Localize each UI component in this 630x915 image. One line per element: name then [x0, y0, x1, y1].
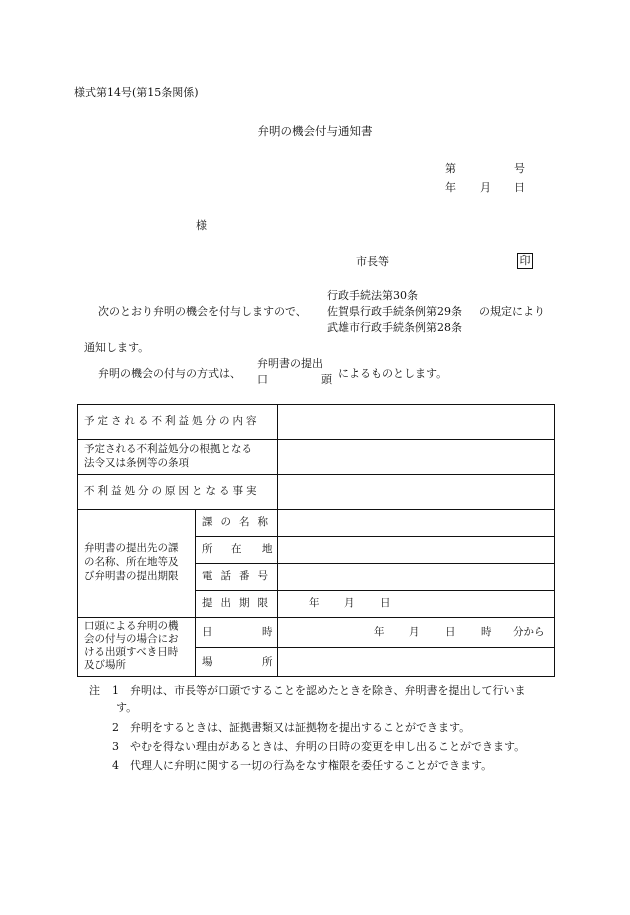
intro-closing: 通知します。 [84, 341, 150, 354]
seal-mark: 印 [517, 253, 533, 269]
col-divider [277, 509, 278, 676]
label-oral-head-2: 会の付与の場合にお [84, 633, 179, 645]
label-datetime-2: 時 [262, 626, 273, 638]
deadline-year: 年 [309, 597, 320, 609]
note-number-4: 4 [112, 759, 119, 772]
law-option-3: 武雄市行政手続条例第28条 [327, 321, 462, 334]
note-text-3: やむを得ない理由があるときは、弁明の日時の変更を申し出ることができます。 [130, 740, 526, 753]
doc-number-prefix: 第 [445, 162, 456, 175]
note-text-4: 代理人に弁明に関する一切の行為をなす権限を委任することができます。 [130, 759, 493, 772]
label-address-2: 在 [231, 543, 242, 555]
doc-number-suffix: 号 [514, 162, 525, 175]
oral-minute: 分から [513, 626, 545, 638]
method-lead: 弁明の機会の付与の方式は、 [98, 367, 241, 380]
oral-year: 年 [374, 626, 385, 638]
label-oral-head-4: 及び場所 [84, 659, 126, 671]
col-divider [277, 405, 278, 509]
label-address-1: 所 [202, 543, 213, 555]
label-cause-facts: 不利益処分の原因となる事実 [84, 485, 260, 497]
method-option-written: 弁明書の提出 [257, 357, 323, 370]
label-datetime-1: 日 [202, 626, 213, 638]
label-place-1: 場 [202, 656, 213, 668]
row-divider [78, 509, 554, 510]
form-number: 様式第14号(第15条関係) [74, 86, 199, 99]
label-submission-head-3: び弁明書の提出期限 [84, 570, 179, 582]
label-legal-basis-2: 法令又は条例等の条項 [84, 457, 189, 469]
method-option-oral-2: 頭 [321, 373, 332, 386]
addressee-suffix: 様 [196, 219, 207, 232]
row-divider [78, 439, 554, 440]
deadline-day: 日 [380, 597, 391, 609]
deadline-month: 月 [344, 597, 355, 609]
oral-month: 月 [409, 626, 420, 638]
intro-tail: の規定により [479, 305, 545, 318]
label-submission-head-1: 弁明書の提出先の課 [84, 542, 179, 554]
note-text-1-cont: す。 [116, 701, 138, 714]
label-deadline: 提出期限 [202, 597, 276, 609]
notes-label: 注 [89, 684, 100, 697]
label-place-2: 所 [262, 656, 273, 668]
label-legal-basis-1: 予定される不利益処分の根拠となる [84, 443, 252, 455]
label-section-name: 課の名称 [202, 516, 276, 528]
law-option-2: 佐賀県行政手続条例第29条 [327, 305, 462, 318]
label-planned-disposition: 予定される不利益処分の内容 [84, 415, 260, 427]
method-option-oral-1: 口 [257, 373, 268, 386]
label-address-3: 地 [262, 543, 273, 555]
oral-hour: 時 [481, 626, 492, 638]
col-divider [195, 509, 196, 676]
row-divider [78, 474, 554, 475]
document-title: 弁明の機会付与通知書 [257, 124, 373, 138]
date-day: 日 [514, 181, 525, 194]
sub-row-divider [195, 563, 554, 564]
sub-row-divider [195, 590, 554, 591]
note-number-1: 1 [112, 684, 119, 697]
label-phone: 電話番号 [202, 570, 276, 582]
row-divider [78, 617, 554, 618]
sub-row-divider [195, 647, 554, 648]
label-submission-head-2: の名称、所在地等及 [84, 556, 179, 568]
note-text-2: 弁明をするときは、証拠書類又は証拠物を提出することができます。 [130, 721, 471, 734]
notice-table [77, 404, 555, 677]
oral-day: 日 [445, 626, 456, 638]
note-number-2: 2 [112, 721, 119, 734]
date-year: 年 [445, 181, 456, 194]
method-tail: によるものとします。 [338, 367, 448, 380]
date-month: 月 [480, 181, 491, 194]
law-option-1: 行政手続法第30条 [327, 289, 418, 302]
intro-lead: 次のとおり弁明の機会を付与しますので、 [98, 305, 307, 318]
label-oral-head-1: 口頭による弁明の機 [84, 620, 179, 632]
note-text-1: 弁明は、市長等が口頭ですることを認めたときを除き、弁明書を提出して行いま [130, 684, 526, 697]
sender-label: 市長等 [356, 255, 389, 268]
note-number-3: 3 [112, 740, 119, 753]
label-oral-head-3: ける出頭すべき日時 [84, 646, 179, 658]
sub-row-divider [195, 536, 554, 537]
